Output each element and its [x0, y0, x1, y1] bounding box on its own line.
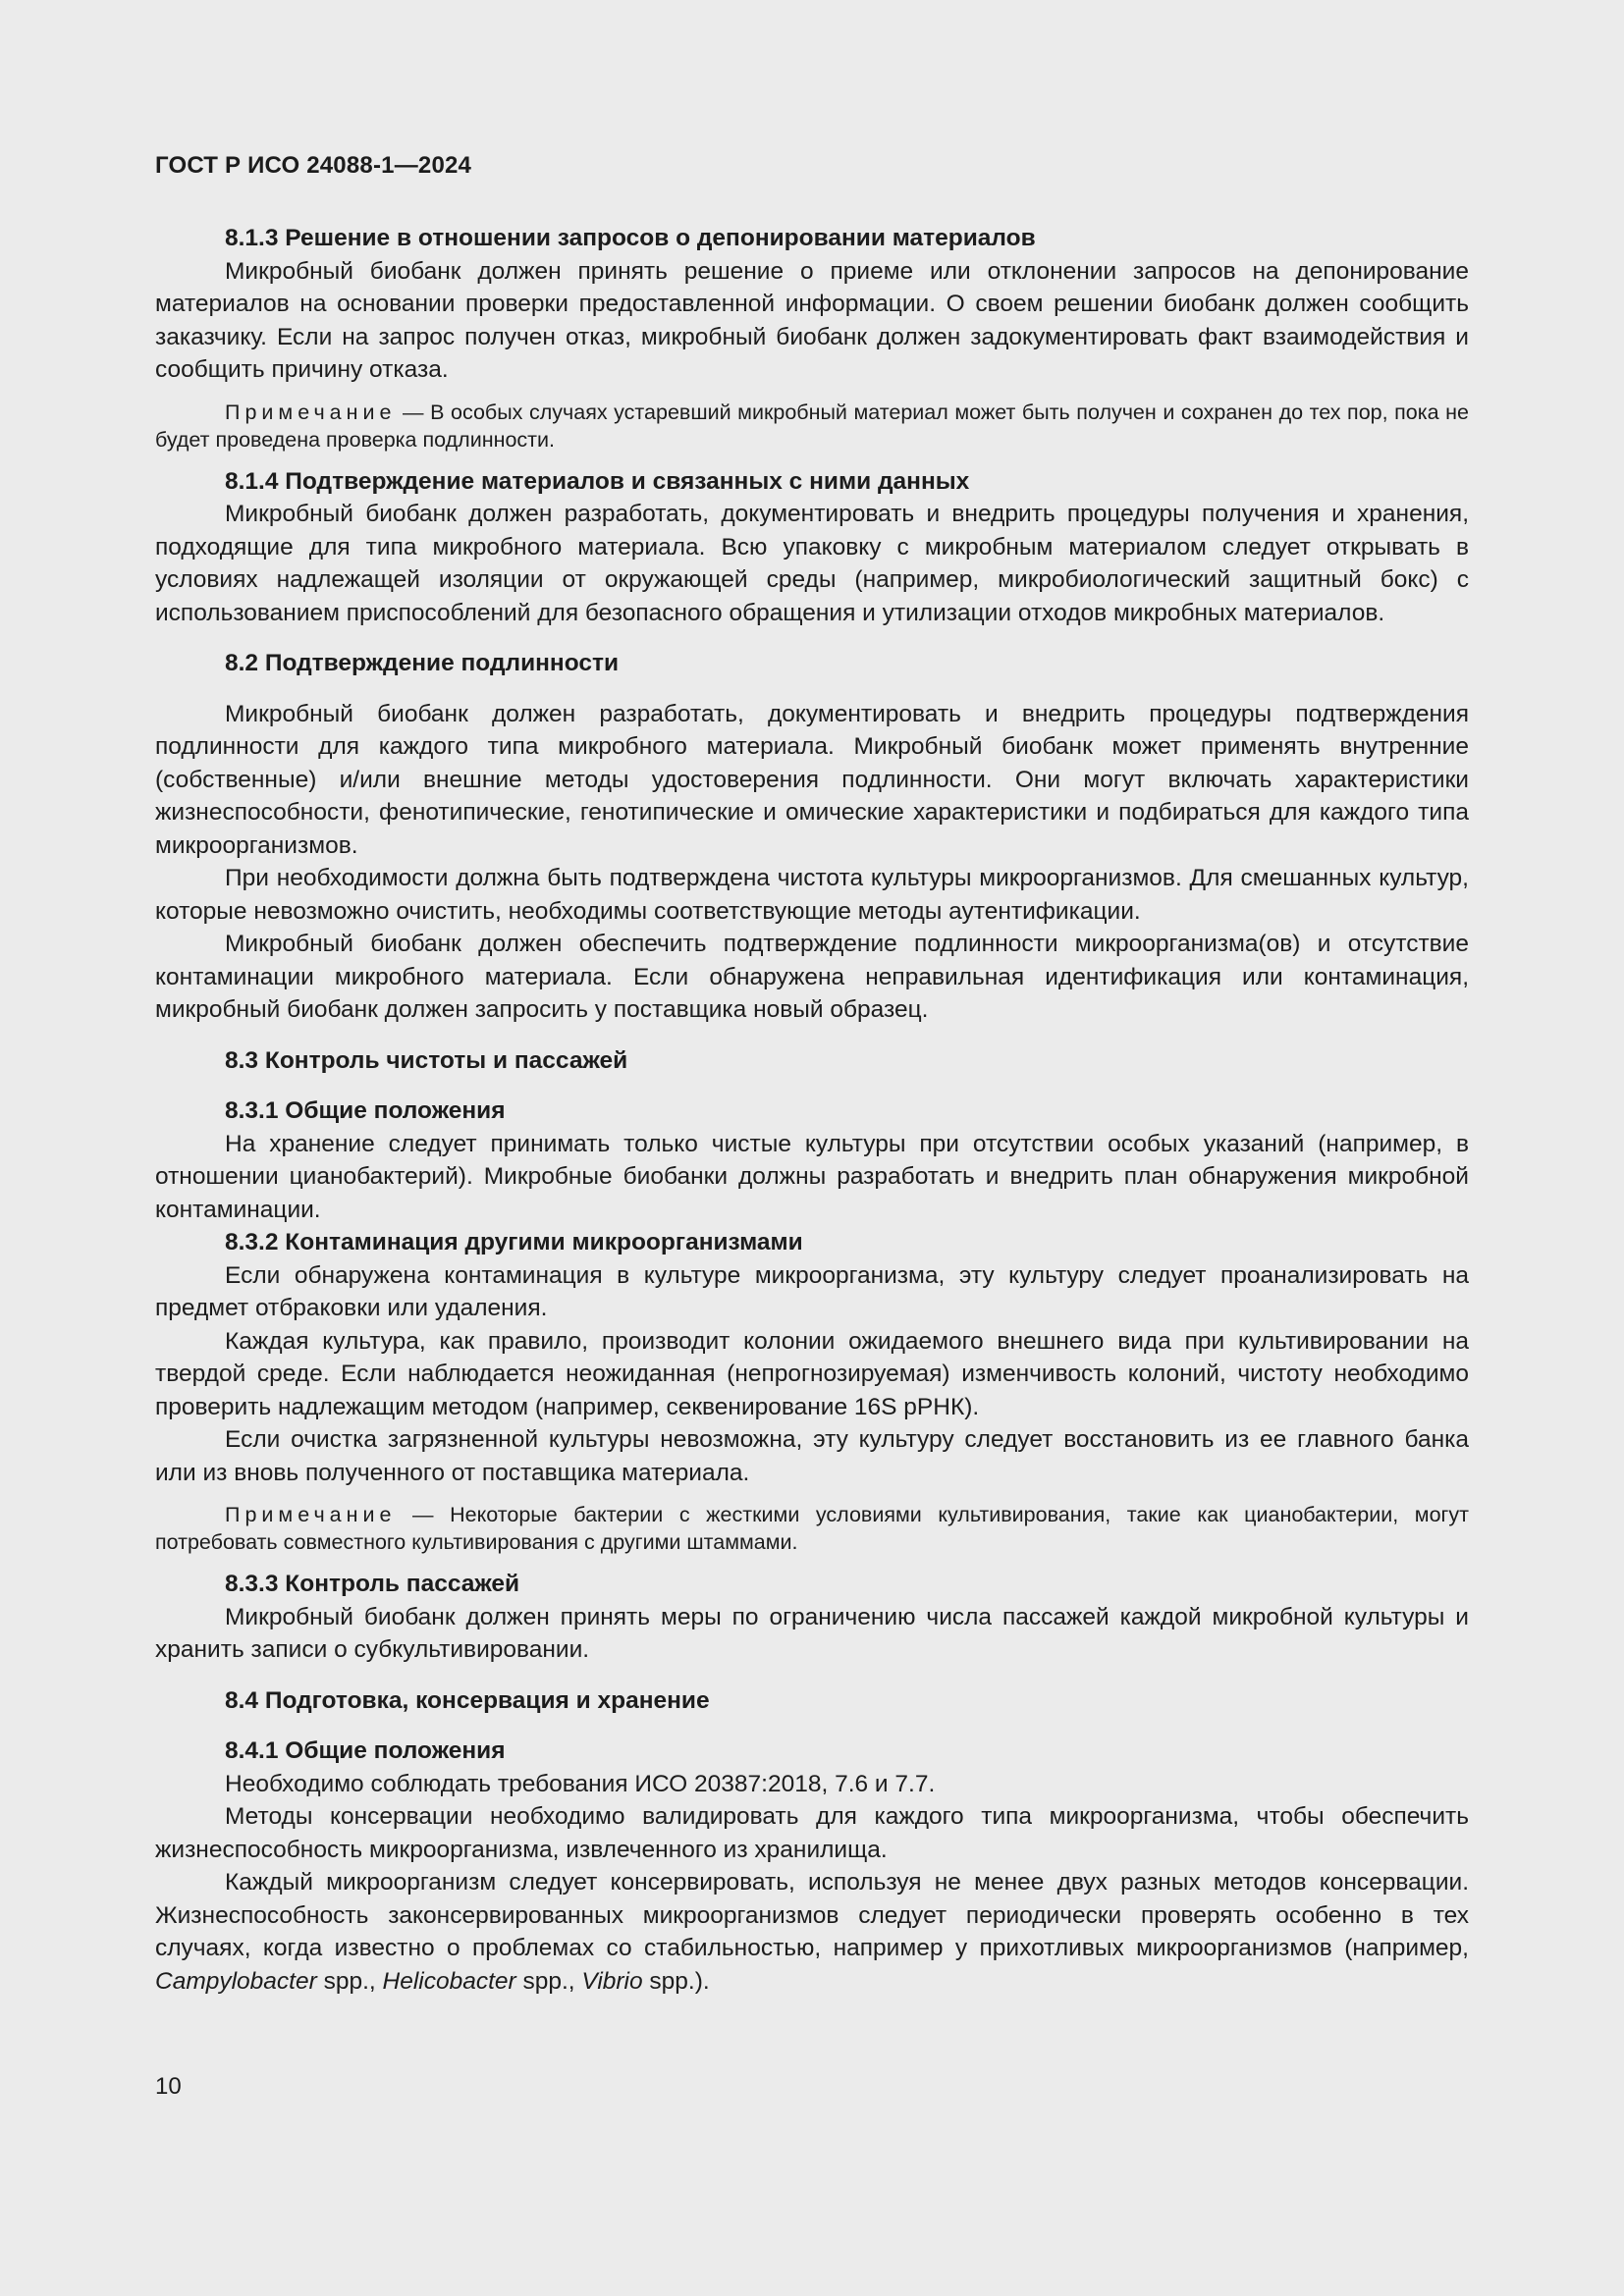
- document-body: [155, 222, 1469, 1998]
- heading-8-3-3: 8.3.3 Контроль пассажей: [225, 1571, 520, 1597]
- text-run: spp.,: [316, 1967, 383, 1995]
- note-text: — В особых случаях устаревший микробный материал может быть получен и сохранен до тех пор, пока не будет проведена проверка подлинности.: [155, 400, 1469, 452]
- text-run: Каждый микроорганизм следует консервировать, используя не менее двух разных методов консервации. Жизнеспособность законсервированных микроорганизмов следует периодически проверять особенно в тех случаях, когда известно о проблемах со стабильностью, например у прихотливых микроорганизмов (например,: [155, 1869, 1469, 1961]
- page-number: 10: [155, 2073, 182, 2100]
- note: [155, 399, 1469, 454]
- paragraph: Каждая культура, как правило, производит колонии ожидаемого внешнего вида при культивировании на твердой среде. Если наблюдается неожиданная (непрогнозируемая) изменчивость колоний, чистоту необходимо проверить надлежащим методом (например, секвенирование 16S рРНК).: [155, 1327, 1469, 1420]
- heading-8-3-1: 8.3.1 Общие положения: [225, 1097, 506, 1124]
- paragraph: Необходимо соблюдать требования ИСО 20387:2018, 7.6 и 7.7.: [225, 1770, 936, 1797]
- heading-8-2: 8.2 Подтверждение подлинности: [225, 650, 620, 676]
- paragraph: При необходимости должна быть подтверждена чистота культуры микроорганизмов. Для смешанных культур, которые невозможно очистить, необходимы соответствующие методы аутентификации.: [155, 865, 1469, 925]
- paragraph: Если очистка загрязненной культуры невозможна, эту культуру следует восстановить из ее главного банка или из вновь полученного от поставщика материала.: [155, 1426, 1469, 1486]
- genus-name: Helicobacter: [382, 1967, 516, 1995]
- heading-8-4: 8.4 Подготовка, консервация и хранение: [225, 1686, 710, 1714]
- paragraph: Микробный биобанк должен разработать, документировать и внедрить процедуры получения и хранения, подходящие для типа микробного материала. Всю упаковку с микробным материалом следует открывать в условиях надлежащей изоляции от окружающей среды (например, микробиологический защитный бокс) с использованием приспособлений для безопасного обращения и утилизации отходов микробных материалов.: [155, 501, 1469, 626]
- text-run: spp.,: [515, 1967, 582, 1995]
- note-label: Примечание: [225, 400, 397, 424]
- paragraph: Микробный биобанк должен обеспечить подтверждение подлинности микроорганизма(ов) и отсутствие контаминации микробного материала. Если обнаружена неправильная идентификация или контаминация, микробный биобанк должен запросить у поставщика новый образец.: [155, 931, 1469, 1023]
- text-run: spp.).: [642, 1967, 710, 1995]
- genus-name: Campylobacter: [155, 1967, 317, 1995]
- paragraph: Если обнаружена контаминация в культуре микроорганизма, эту культуру следует проанализировать на предмет отбраковки или удаления.: [155, 1261, 1469, 1321]
- document-code: ГОСТ Р ИСО 24088-1—2024: [155, 152, 472, 179]
- heading-8-3: 8.3 Контроль чистоты и пассажей: [225, 1046, 628, 1074]
- heading-8-1-4: 8.1.4 Подтверждение материалов и связанных с ними данных: [225, 467, 970, 495]
- note: [155, 1501, 1469, 1556]
- genus-name: Vibrio: [581, 1967, 643, 1995]
- heading-8-1-3: 8.1.3 Решение в отношении запросов о депонировании материалов: [225, 225, 1036, 251]
- paragraph: Методы консервации необходимо валидировать для каждого типа микроорганизма, чтобы обеспечить жизнеспособность микроорганизма, извлеченного из хранилища.: [155, 1803, 1469, 1863]
- heading-8-4-1: 8.4.1 Общие положения: [225, 1737, 506, 1764]
- paragraph: Микробный биобанк должен принять решение о приеме или отклонении запросов на депонирование материалов на основании проверки предоставленной информации. О своем решении биобанк должен сообщить заказчику. Если на запрос получен отказ, микробный биобанк должен задокументировать факт взаимодействия и сообщить причину отказа.: [155, 257, 1469, 383]
- paragraph: На хранение следует принимать только чистые культуры при отсутствии особых указаний (например, в отношении цианобактерий). Микробные биобанки должны разработать и внедрить план обнаружения микробной контаминации.: [155, 1130, 1469, 1223]
- heading-8-3-2: 8.3.2 Контаминация другими микроорганизмами: [225, 1229, 803, 1255]
- paragraph: Микробный биобанк должен принять меры по ограничению числа пассажей каждой микробной культуры и хранить записи о субкультивировании.: [155, 1603, 1469, 1663]
- note-label: Примечание: [225, 1503, 397, 1526]
- paragraph: Микробный биобанк должен разработать, документировать и внедрить процедуры подтверждения подлинности для каждого типа микробного материала. Микробный биобанк может применять внутренние (собственные) и/или внешние методы удостоверения подлинности. Они могут включать характеристики жизнеспособности, фенотипические, генотипические и омические характеристики и подбираться для каждого типа микроорганизмов.: [155, 700, 1469, 859]
- paragraph: [155, 1866, 1469, 1998]
- note-text: — Некоторые бактерии с жесткими условиями культивирования, такие как цианобактерии, могут потребовать совместного культивирования с другими штаммами.: [155, 1503, 1469, 1554]
